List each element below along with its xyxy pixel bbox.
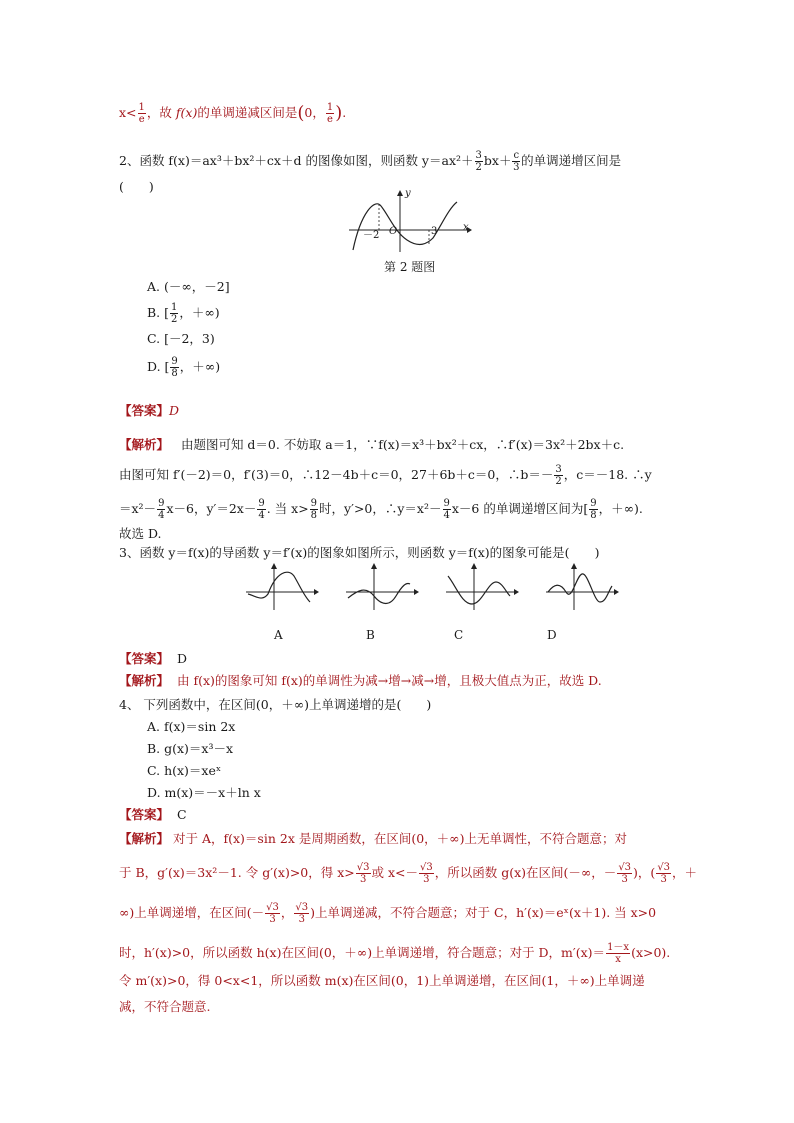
q3-label-a: A (274, 628, 283, 642)
q2-option-a: A. (－∞，－2] (147, 279, 230, 294)
q4-analysis-line4: 时，h′(x)>0，所以函数 h(x)在区间(0，＋∞)上单调递增，符合题意；对于 D，m′(x)＝ $\frac{1-x}{x}$ (x>0). (119, 942, 671, 965)
q2-analysis-line4: 故选 D. (119, 526, 162, 541)
figure-caption: 第 2 题图 (384, 260, 436, 274)
cubic-graph (345, 190, 475, 255)
fraction: $\frac{1}{e}$ (326, 102, 334, 125)
q2-option-d: D. [ $\frac{9}{8}$ ，＋∞) (147, 356, 221, 379)
q3-answer: 【答案】 D (119, 651, 187, 666)
q2-answer: 【答案】D (119, 403, 180, 418)
q3-graph-c (444, 562, 520, 612)
fraction: $\frac{1}{e}$ (138, 102, 145, 125)
x-label: x (463, 222, 469, 233)
q3-graph-a (244, 562, 320, 612)
q2-option-b: B. [ $\frac{1}{2}$ ，＋∞) (147, 302, 220, 325)
text: 0， (304, 105, 325, 120)
q4-analysis-line3: ∞)上单调递增，在区间(－ $\frac{√3}{3}$ ， $\frac{√3}{3}$ )上单调递减，不符合题意；对于 C，h′(x)＝eˣ(x＋1). 当 x>0 (119, 902, 657, 925)
q2-analysis-line1: 【解析】 由题图可知 d＝0. 不妨取 a＝1，∵f(x)＝x³＋bx²＋cx，∴f′(x)＝3x²＋2bx＋c. (119, 437, 625, 452)
q4-analysis-line5: 令 m′(x)>0，得 0<x<1，所以函数 m(x)在区间(0，1)上单调递增，在区间(1，＋∞)上单调递 (119, 973, 645, 988)
q3-graph-d (544, 562, 620, 612)
text: x< (119, 105, 137, 120)
q2-paren: ( ) (119, 179, 154, 194)
q3-stem: 3、函数 y＝f(x)的导函数 y＝f′(x)的图象如图所示，则函数 y＝f(x)的图象可能是( ) (119, 545, 600, 560)
text: ，故 (146, 105, 176, 120)
q4-option-a: A. f(x)＝sin 2x (147, 719, 236, 734)
q3-label-d: D (547, 628, 557, 642)
origin-label: O (389, 226, 398, 237)
q3-label-c: C (454, 628, 464, 642)
prev-solution-tail: x< $\frac{1}{e}$ ，故 f(x)的单调递减区间是(0， $\frac{1}{e}$ ). (119, 102, 347, 125)
q4-option-b: B. g(x)＝x³－x (147, 741, 234, 756)
q2-figure (345, 190, 475, 255)
y-arrow (397, 190, 403, 196)
q4-analysis-line1: 【解析】 对于 A，f(x)＝sin 2x 是周期函数，在区间(0，＋∞)上无单调性，不符合题意；对 (119, 831, 627, 846)
tick-3: 3 (431, 226, 438, 237)
q2-analysis-line2: 由图可知 f′(－2)＝0，f′(3)＝0，∴12－4b＋c＝0，27＋6b＋c＝0，∴b＝－ $\frac{3}{2}$ ，c＝－18. ∴y (119, 464, 652, 487)
q3-label-b: B (366, 628, 375, 642)
text: 的单调递减区间是 (197, 105, 298, 120)
q4-option-d: D. m(x)＝－x＋ln x (147, 785, 261, 800)
q4-answer: 【答案】 C (119, 807, 187, 822)
y-label: y (405, 188, 411, 199)
q2-stem: 2、函数 f(x)＝ax³＋bx²＋cx＋d 的图像如图，则函数 y＝ax²＋ $\frac{3}{2}$ bx＋ $\frac{c}{3}$ 的单调递增区间是 (119, 150, 622, 173)
q2-analysis-line3: ＝x²－ $\frac{9}{4}$ x－6，y′＝2x－ $\frac{9}{4}$ . 当 x> $\frac{9}{8}$ 时，y′>0，∴y＝x²－ $\frac{9}{4}$ x－6 的单调递增区间为[ $\frac{9}{8}$ ，＋∞). (119, 498, 643, 521)
q3-graph-b (344, 562, 420, 612)
q4-analysis-line2: 于 B，g′(x)＝3x²－1. 令 g′(x)>0，得 x> $\frac{√3}{3}$ 或 x<－ $\frac{√3}{3}$ ，所以函数 g(x)在区间(－∞，－ $\frac{√3}{3}$ )，( $\frac{√3}{3}$ ，＋ (119, 862, 698, 885)
q4-option-c: C. h(x)＝xeˣ (147, 763, 222, 778)
text: f(x) (175, 105, 198, 120)
q3-analysis: 【解析】 由 f(x)的图象可知 f(x)的单调性为减→增→减→增，且极大值点为正，故选 D. (119, 673, 602, 688)
q2-option-c: C. [－2，3) (147, 331, 215, 346)
tick-minus-2: －2 (363, 230, 380, 241)
q4-stem: 4、 下列函数中，在区间(0，＋∞)上单调递增的是( ) (119, 697, 432, 712)
q4-analysis-line6: 减，不符合题意. (119, 999, 211, 1014)
